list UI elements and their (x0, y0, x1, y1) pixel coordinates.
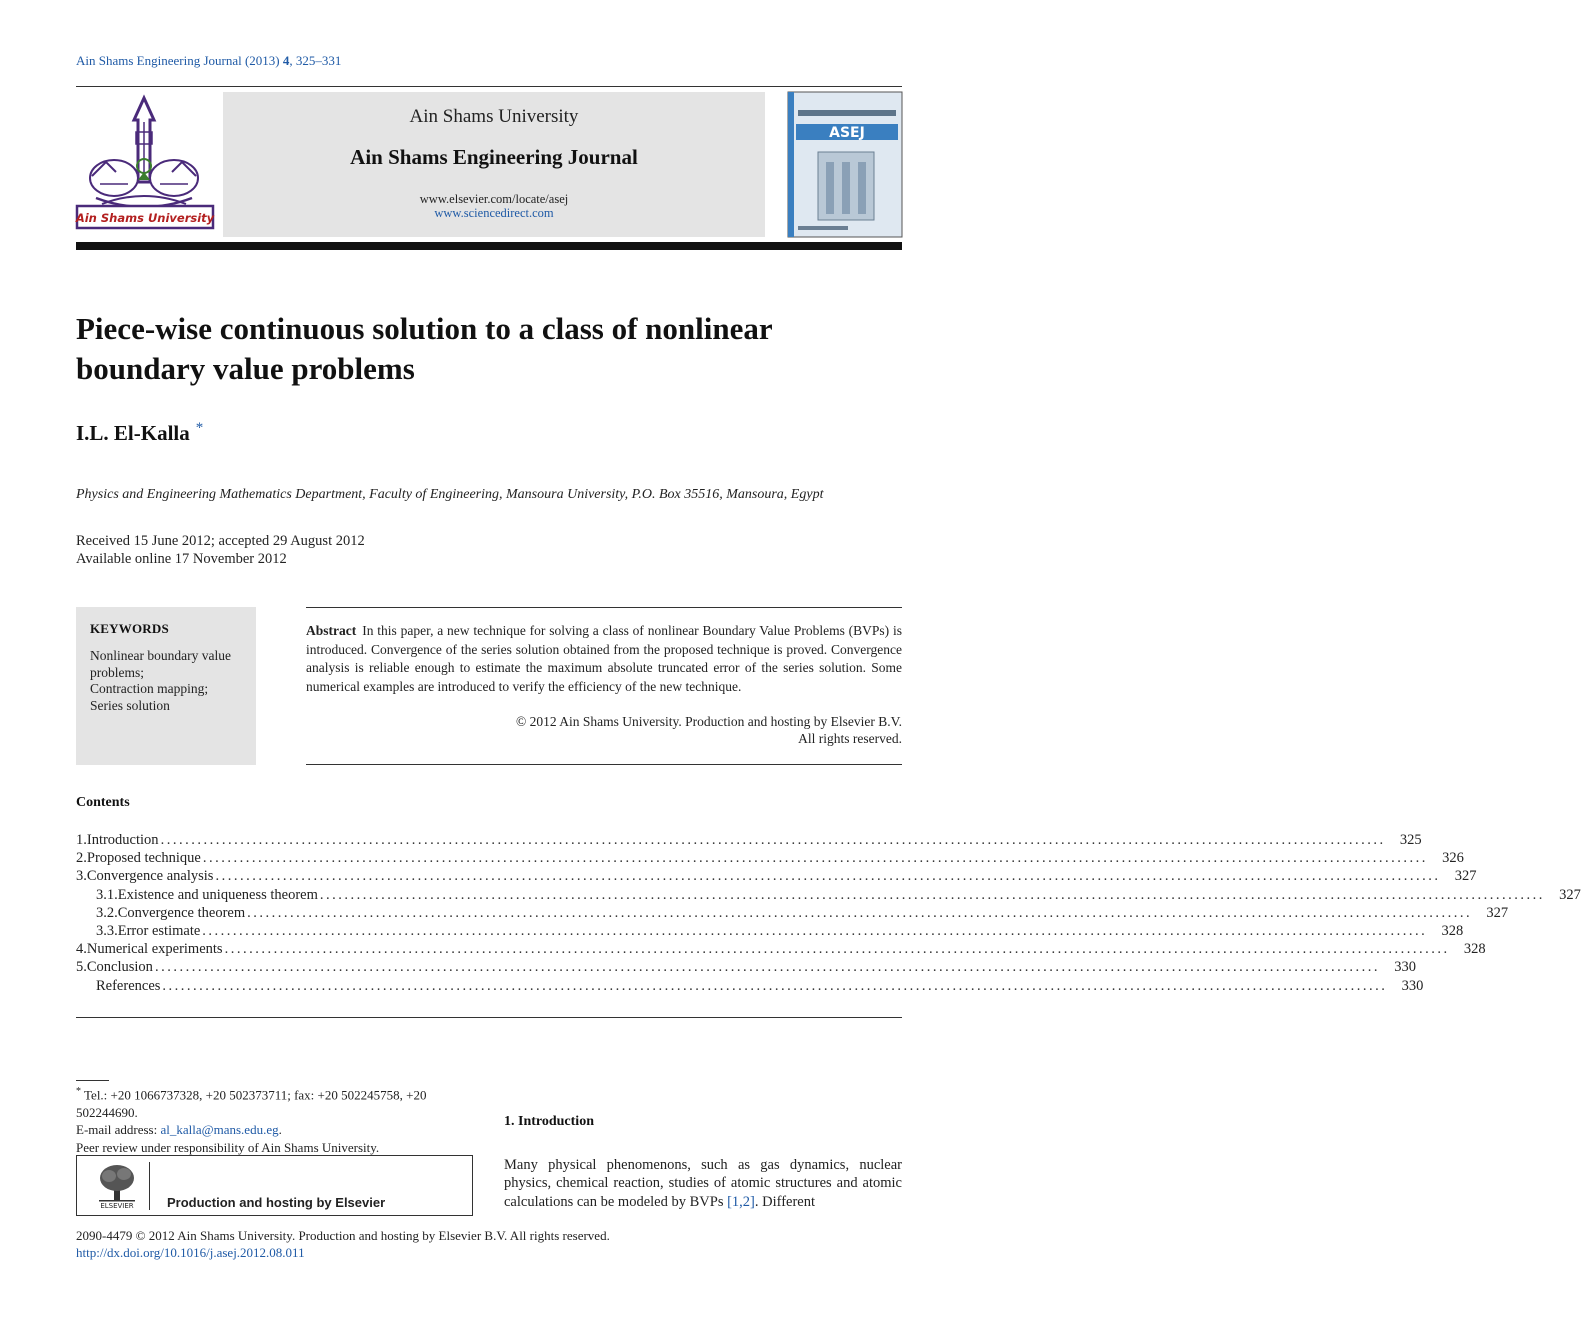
citation-link[interactable]: [1,2] (727, 1193, 755, 1210)
footnote (76, 1083, 474, 1156)
toc-page: 330 (1401, 977, 1424, 994)
article-dates (76, 532, 365, 568)
toc-leader: ........................................................................................................................................................................................................ (202, 850, 1428, 867)
keyword-item: Nonlinear boundary value problems; (90, 648, 231, 680)
keywords-box (76, 607, 256, 765)
toc-leader: ........................................................................................................................................................................................................ (202, 922, 1428, 939)
toc-number: 3.3. (96, 922, 118, 939)
peer-review-note: Peer review under responsibility of Ain Shams University. (76, 1139, 380, 1155)
toc-entry-conclusion[interactable] (76, 959, 1416, 977)
university-name: Ain Shams University (409, 106, 579, 127)
citation-pages: , 325–331 (289, 53, 342, 68)
toc-number: 3.1. (96, 886, 118, 903)
elsevier-tree-icon (93, 1162, 141, 1210)
toc-leader: ........................................................................................................................................................................................................ (224, 941, 1450, 958)
toc-page: 327 (1486, 904, 1509, 921)
corresponding-author-mark[interactable]: * (195, 420, 204, 436)
toc-page: 328 (1441, 922, 1464, 939)
elsevier-wordmark: ELSEVIER (100, 1202, 134, 1210)
elsevier-locate-link[interactable]: www.elsevier.com/locate/asej (419, 192, 569, 206)
journal-header-panel (223, 92, 765, 237)
copyright-line-1: © 2012 Ain Shams University. Production and hosting by Elsevier B.V. (516, 714, 902, 729)
footnote-phone-fax: Tel.: +20 1066737328, +20 502373711; fax: +20 502245758, +20 502244690. (76, 1087, 427, 1120)
toc-page: 328 (1463, 941, 1486, 958)
university-logo-icon (76, 92, 214, 230)
email-link[interactable]: al_kalla@mans.edu.eg (160, 1122, 279, 1138)
email-label: E-mail address: (76, 1122, 161, 1138)
toc-title: Convergence analysis (86, 868, 214, 885)
toc-number: 3.2. (96, 904, 118, 921)
elsevier-separator (149, 1162, 150, 1210)
toc-number: 4. (76, 941, 87, 958)
keywords-heading: KEYWORDS (90, 621, 169, 636)
elsevier-production-box (76, 1155, 473, 1216)
toc-number: 3. (76, 868, 87, 885)
issn-copyright-line: 2090-4479 © 2012 Ain Shams University. Production and hosting by Elsevier B.V. All rights reserved. (76, 1228, 610, 1243)
abstract-top-rule (306, 607, 902, 608)
abstract (306, 622, 902, 696)
toc-entry-existence-uniqueness[interactable] (76, 886, 1581, 905)
toc-number: 5. (76, 959, 87, 976)
journal-citation[interactable] (76, 53, 341, 69)
available-online-date: Available online 17 November 2012 (76, 551, 287, 567)
footnote-mark: * (76, 1086, 81, 1097)
toc-entry-references[interactable] (76, 977, 1424, 996)
toc-leader: ........................................................................................................................................................................................................ (154, 959, 1380, 976)
toc-title: Conclusion (86, 959, 153, 976)
ain-shams-university-logo (76, 92, 214, 230)
toc-entry-numerical-experiments[interactable] (76, 941, 1486, 959)
contents-heading: Contents (76, 795, 130, 810)
toc-entry-error-estimate[interactable] (76, 922, 1464, 941)
toc-title: Convergence theorem (117, 904, 246, 921)
citation-journal-year: Ain Shams Engineering Journal (2013) (76, 53, 283, 68)
toc-leader: ........................................................................................................................................................................................................ (319, 886, 1545, 903)
intro-text-end: . Different (754, 1193, 816, 1210)
article-title: Piece-wise continuous solution to a class of nonlinear boundary value problems (76, 311, 773, 386)
journal-cover-thumbnail[interactable] (788, 92, 902, 237)
abstract-label: Abstract (306, 623, 357, 638)
toc-page: 327 (1559, 886, 1581, 903)
keyword-item: Contraction mapping; (90, 681, 209, 696)
intro-text: Many physical phenomenons, such as gas dynamics, nuclear physics, chemical reaction, studies of atomic structures and atomic calculations can be modeled by BVPs (504, 1157, 902, 1210)
footnote-rule (76, 1080, 109, 1081)
toc-leader: ........................................................................................................................................................................................................ (215, 868, 1441, 885)
copyright-line-2: All rights reserved. (798, 731, 902, 746)
journal-name: Ain Shams Engineering Journal (350, 145, 638, 169)
received-accepted-dates: Received 15 June 2012; accepted 29 August 2012 (76, 533, 365, 549)
header-thick-rule (76, 242, 902, 250)
introduction-heading: 1. Introduction (504, 1114, 594, 1129)
toc-page: 325 (1399, 832, 1422, 848)
author-name: I.L. El-Kalla (76, 421, 190, 445)
table-of-contents (76, 832, 1581, 996)
toc-title: Numerical experiments (86, 941, 223, 958)
toc-entry-introduction[interactable] (76, 832, 1422, 850)
toc-leader: ........................................................................................................................................................................................................ (162, 977, 1388, 994)
journal-cover-icon (788, 92, 902, 237)
introduction-paragraph (504, 1156, 902, 1211)
doi-link[interactable]: http://dx.doi.org/10.1016/j.asej.2012.08.011 (76, 1245, 305, 1260)
toc-entry-convergence-analysis[interactable] (76, 868, 1477, 886)
toc-number: 2. (76, 850, 87, 867)
citation-volume: 4 (282, 53, 290, 68)
toc-page: 330 (1394, 959, 1416, 976)
abstract-text: In this paper, a new technique for solving a class of nonlinear Boundary Value Problems (BVPs) is introduced. Convergence of the series solution obtained from the proposed technique is proved. Convergence analysis is reliable enough to estimate the maximum absolute truncated error of the series solution. Some numerical examples are introduced to verify the efficiency of the new technique. (306, 623, 902, 694)
sciencedirect-link[interactable]: www.sciencedirect.com (434, 206, 554, 220)
toc-number: 1. (76, 832, 87, 848)
logo-university-name: Ain Shams University (75, 211, 215, 225)
toc-page: 326 (1442, 850, 1464, 867)
footnote-contact (76, 1083, 474, 1121)
toc-leader: ........................................................................................................................................................................................................ (247, 904, 1473, 921)
author-line (76, 420, 203, 446)
abstract-copyright (306, 713, 902, 747)
cover-title: ASEJ (829, 125, 865, 141)
toc-leader: ........................................................................................................................................................................................................ (160, 832, 1386, 848)
toc-title: References (96, 977, 161, 994)
toc-title: Existence and uniqueness theorem (117, 886, 318, 903)
keyword-item: Series solution (90, 697, 170, 713)
toc-entry-proposed-technique[interactable] (76, 850, 1464, 868)
abstract-bottom-rule (306, 764, 902, 765)
toc-title: Error estimate (117, 922, 201, 939)
email-end: . (278, 1122, 282, 1138)
production-hosting-text: Production and hosting by Elsevier (167, 1195, 386, 1210)
contents-bottom-rule (76, 1017, 902, 1018)
header-rule (76, 86, 902, 87)
toc-entry-convergence-theorem[interactable] (76, 904, 1509, 923)
toc-title: Proposed technique (86, 850, 201, 867)
footnote-email (76, 1121, 474, 1139)
author-affiliation: Physics and Engineering Mathematics Department, Faculty of Engineering, Mansoura University, P.O. Box 35516, Mansoura, Egypt (76, 487, 824, 502)
toc-title: Introduction (86, 832, 159, 848)
toc-page: 327 (1454, 868, 1477, 885)
